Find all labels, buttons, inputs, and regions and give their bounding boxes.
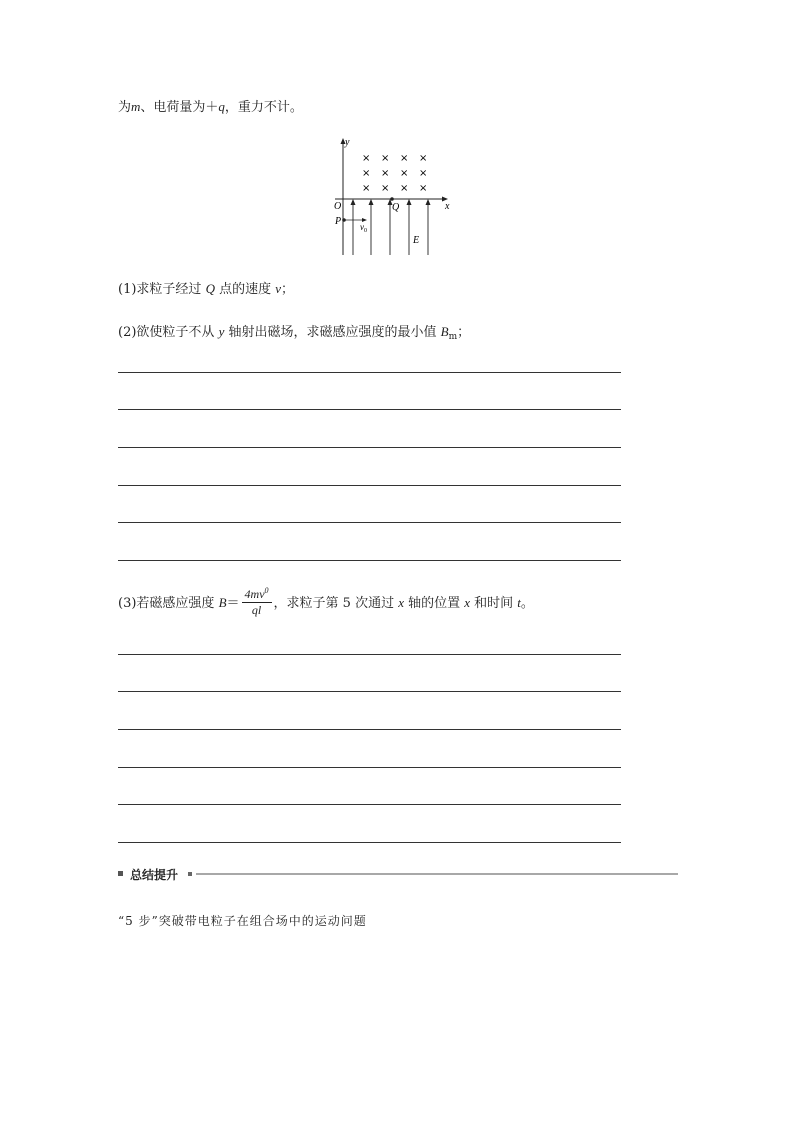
- intro-line: [118, 96, 303, 115]
- field-cross-mark: ×: [419, 153, 428, 164]
- answer-line[interactable]: [118, 522, 621, 523]
- field-cross-mark: ×: [362, 153, 371, 164]
- field-line-arrowhead: [426, 199, 431, 205]
- charge-variable: q: [218, 99, 225, 114]
- answer-line[interactable]: [118, 729, 621, 730]
- q1-var-v: v: [275, 281, 281, 296]
- point-p-label: P: [335, 216, 342, 227]
- q2-var-b: B: [440, 324, 449, 339]
- field-line-arrowhead: [369, 199, 374, 205]
- q2-end: ；: [457, 325, 471, 340]
- field-cross-mark: ×: [400, 183, 409, 194]
- q1-var-q: Q: [205, 281, 215, 296]
- q1-text: (1)求粒子经过: [118, 282, 206, 297]
- q3-mid3: 和时间: [470, 596, 518, 611]
- field-cross-mark: ×: [419, 168, 428, 179]
- field-cross-mark: ×: [400, 168, 409, 179]
- question-3: [118, 586, 534, 621]
- q2-text: (2)欲使粒子不从: [118, 325, 219, 340]
- answer-line[interactable]: [118, 409, 621, 410]
- field-cross-mark: ×: [381, 183, 390, 194]
- q1-end: ；: [281, 282, 295, 297]
- field-cross-mark: ×: [419, 183, 428, 194]
- question-2: [118, 321, 470, 340]
- q2-var-y: y: [218, 324, 225, 339]
- field-cross-mark: ×: [381, 153, 390, 164]
- q3-var-x2: x: [464, 595, 471, 610]
- answer-line[interactable]: [118, 485, 621, 486]
- q2-mid: 轴射出磁场，求磁感应强度的最小值: [224, 325, 441, 340]
- fraction-numerator: $4mv^0$: [242, 583, 272, 603]
- mass-variable: m: [131, 99, 141, 114]
- q1-mid: 点的速度: [214, 282, 276, 297]
- point-q: [390, 197, 394, 201]
- q3-prefix: (3)若磁感应强度: [118, 596, 219, 611]
- answer-line[interactable]: [118, 447, 621, 448]
- fraction-denominator: ql: [251, 603, 262, 617]
- y-axis-label: y: [345, 137, 350, 148]
- answer-line[interactable]: [118, 654, 621, 655]
- q3-end: 。: [520, 596, 534, 611]
- field-label: E: [413, 235, 420, 246]
- field-line-arrowhead: [351, 199, 356, 205]
- tip-text: “5 步”突破带电粒子在组合场中的运动问题: [118, 914, 367, 928]
- physics-diagram: [335, 133, 460, 258]
- summary-header: [118, 868, 678, 882]
- answer-line[interactable]: [118, 372, 621, 373]
- q3-var-t: t: [517, 595, 521, 610]
- q2-sub: m: [448, 332, 458, 342]
- answer-line[interactable]: [118, 691, 621, 692]
- intro-prefix: 为: [118, 100, 132, 115]
- question-1: [118, 278, 294, 297]
- origin-label: O: [334, 201, 342, 212]
- intro-mid: 、电荷量为＋: [140, 100, 219, 115]
- q3-mid2: 轴的位置: [403, 596, 465, 611]
- q3-var-x: x: [398, 595, 404, 610]
- answer-line[interactable]: [118, 560, 621, 561]
- summary-bar-dot: [188, 872, 192, 876]
- q3-var-b: B: [218, 595, 227, 610]
- field-cross-mark: ×: [381, 168, 390, 179]
- field-cross-mark: ×: [362, 168, 371, 179]
- field-cross-mark: ×: [362, 183, 371, 194]
- fraction-superscript: 0: [264, 586, 269, 595]
- q3-mid: ，求粒子第 5 次通过: [273, 596, 399, 611]
- point-q-label: Q: [392, 202, 400, 213]
- summary-divider: [196, 873, 678, 875]
- answer-line[interactable]: [118, 804, 621, 805]
- fraction: [242, 583, 272, 618]
- x-axis-label: x: [445, 201, 450, 212]
- summary-title: 总结提升: [130, 868, 179, 882]
- field-cross-mark: ×: [400, 153, 409, 164]
- velocity-label: $v_0$: [360, 222, 367, 234]
- q3-equals: ＝: [226, 596, 240, 611]
- field-line-arrowhead: [407, 199, 412, 205]
- answer-line[interactable]: [118, 767, 621, 768]
- answer-line[interactable]: [118, 842, 621, 843]
- intro-suffix: ，重力不计。: [224, 100, 303, 115]
- summary-bullet: [118, 871, 123, 876]
- magnetic-field-marks: [362, 153, 427, 194]
